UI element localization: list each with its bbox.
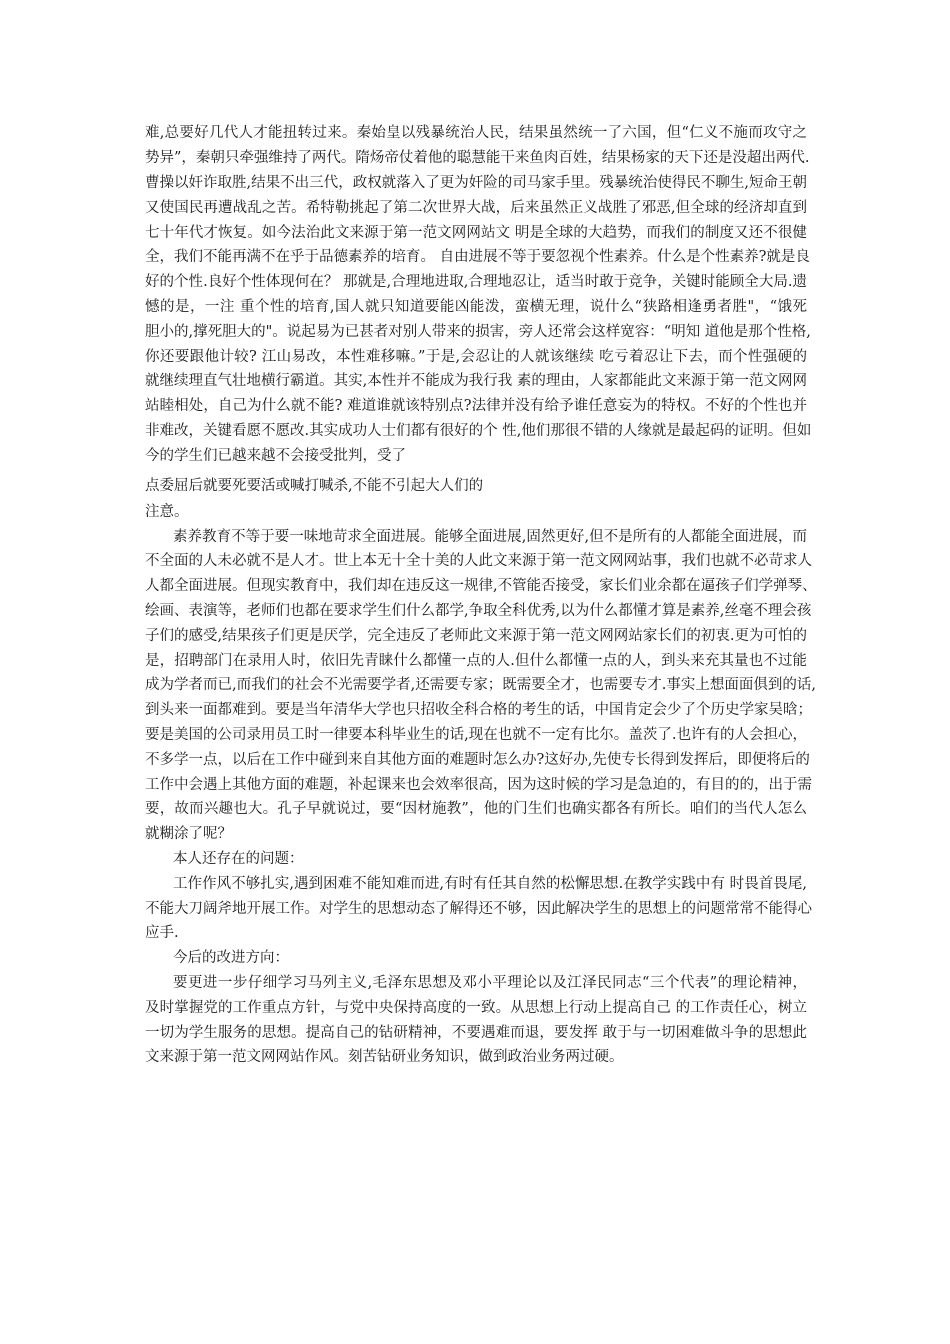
text-line: 曹操以奸诈取胜,结果不出三代，政权就落入了更为奸险的司马家手里。残暴统治使得民不聊生,短命王朝 — [145, 175, 807, 191]
text-line: 文来源于第一范文网网站作风。刻苦钻研业务知识，做到政治业务两过硬。 — [145, 1049, 624, 1065]
text-line: 绘画、表演等，老师们也都在要求学生们什么都学,争取全科优秀,以为什么都懂才算是素养,丝毫不理会孩 — [145, 603, 812, 619]
text-line: 憾的是，一注 重个性的培育,国人就只知道要能凶能泼，蛮横无理，说什么“狭路相逢勇者胜"，“饿死 — [145, 299, 807, 315]
text-line: 全，我们不能再满不在乎于品德素养的培育。 自由进展不等于要忽视个性素养。什么是个性素养?就是良 — [145, 249, 810, 265]
text-line: 你还要跟他计较? 江山易改，本性难移嘛。”于是,会忍让的人就该继续 吃亏着忍让下去，而个性强硬的 — [145, 349, 807, 365]
text-line: 及时掌握党的工作重点方针，与党中央保持高度的一致。从思想上行动上提高自己 的工作责任心，树立 — [145, 1000, 807, 1016]
text-line: 就继续理直气壮地横行霸道。其实,本性并不能成为我行我 素的理由，人家都能此文来源于第一范文网网 — [145, 373, 807, 389]
text-line: 胆小的,撑死胆大的"。说起易为已甚者对别人带来的损害，旁人还常会这样宽容：“明知 道他是那个性格, — [145, 324, 811, 340]
text-line: 不全面的人未必就不是人才。世上本无十全十美的人此文来源于第一范文网网站事，我们也就不必苛求人 — [145, 553, 812, 569]
text-line: 非难改，关键看愿不愿改.其实成功人士们都有很好的个 性,他们那很不错的人缘就是最起码的证明。但如 — [145, 423, 812, 439]
text-line: 一切为学生服务的思想。提高自己的钻研精神，不要遇难而退，要发挥 敢于与一切困难做斗争的思想此 — [145, 1025, 807, 1041]
text-line: 应手. — [145, 925, 179, 941]
text-line: 人都全面进展。但现实教育中，我们却在违反这一规律,不管能否接受，家长们业余都在逼孩子们学弹琴、 — [145, 578, 817, 594]
text-line: 不多学一点，以后在工作中碰到来自其他方面的难题时怎么办?这好办,先使专长得到发挥后，即便将后的 — [145, 752, 810, 768]
text-line: 今的学生们已越来越不会接受批判，受了 — [145, 448, 406, 464]
text-line: 是，招聘部门在录用人时，依旧先青睐什么都懂一点的人.但什么都懂一点的人，到头来充其量也不过能 — [145, 653, 807, 669]
text-line: 七十年代才恢复。如今法治此文来源于第一范文网网站文 明是全球的大趋势，而我们的制度又还不很健 — [145, 225, 807, 241]
text-line: 注意。 — [145, 504, 189, 520]
text-line: 势异”，秦朝只牵强维持了两代。隋炀帝仗着他的聪慧能干来鱼肉百姓，结果杨家的天下还是没超出两代. — [145, 150, 810, 166]
text-line: 站睦相处，自己为什么就不能? 难道谁就该特别点?法律并没有给予谁任意妄为的特权。不好的个性也并 — [145, 398, 807, 414]
text-line: 不能大刀阔斧地开展工作。对学生的思想动态了解得还不够，因此解决学生的思想上的问题常常不能得心 — [145, 901, 812, 917]
text-line: 工作中会遇上其他方面的难题，补起课来也会效率很高，因为这时候的学习是急迫的，有目的的，出于需 — [145, 777, 812, 793]
text-line: 要，故而兴趣也大。孔子早就说过，要“因材施教”，他的门生们也确实都各有所长。咱们的当代人怎么 — [145, 801, 807, 817]
text-line: 又使国民再遭战乱之苦。希特勒挑起了第二次世界大战，后来虽然正义战胜了邪恶,但全球的经济却直到 — [145, 200, 807, 216]
text-line: 好的个性.良好个性体现何在？ 那就是,合理地进取,合理地忍让，适当时敢于竞争，关键时能顾全大局.遗 — [145, 274, 807, 290]
text-line: 素养教育不等于要一味地苛求全面进展。能够全面进展,固然更好,但不是所有的人都能全面进展，而 — [173, 529, 807, 545]
text-line: 本人还存在的问题： — [173, 851, 304, 867]
text-line: 点委屈后就要死要活或喊打喊杀,不能不引起大人们的 — [145, 478, 484, 494]
text-line: 要更进一步仔细学习马列主义,毛泽东思想及邓小平理论以及江泽民同志“三个代表”的理论精神， — [173, 975, 807, 991]
text-line: 就糊涂了呢？ — [145, 826, 232, 842]
text-line: 今后的改进方向： — [173, 950, 289, 966]
text-line: 到头来一面都难到。要是当年清华大学也只招收全科合格的考生的话，中国肯定会少了个历史学家吴晗； — [145, 702, 812, 718]
text-line: 成为学者而已,而我们的社会不光需要学者,还需要专家；既需要全才，也需要专才.事实上想面面俱到的话, — [145, 677, 816, 693]
text-line: 难,总要好几代人才能扭转过来。秦始皇以残暴统治人民，结果虽然统一了六国，但“仁义不施而攻守之 — [145, 125, 807, 141]
text-line: 子们的感受,结果孩子们更是厌学，完全违反了老师此文来源于第一范文网网站家长们的初衷.更为可怕的 — [145, 628, 807, 644]
text-line: 工作作风不够扎实,遇到困难不能知难而进,有时有任其自然的松懈思想.在教学实践中有 时畏首畏尾, — [173, 876, 807, 892]
text-line: 要是美国的公司录用员工时一律要本科毕业生的话,现在也就不一定有比尔。盖茨了.也许有的人会担心， — [145, 727, 807, 743]
